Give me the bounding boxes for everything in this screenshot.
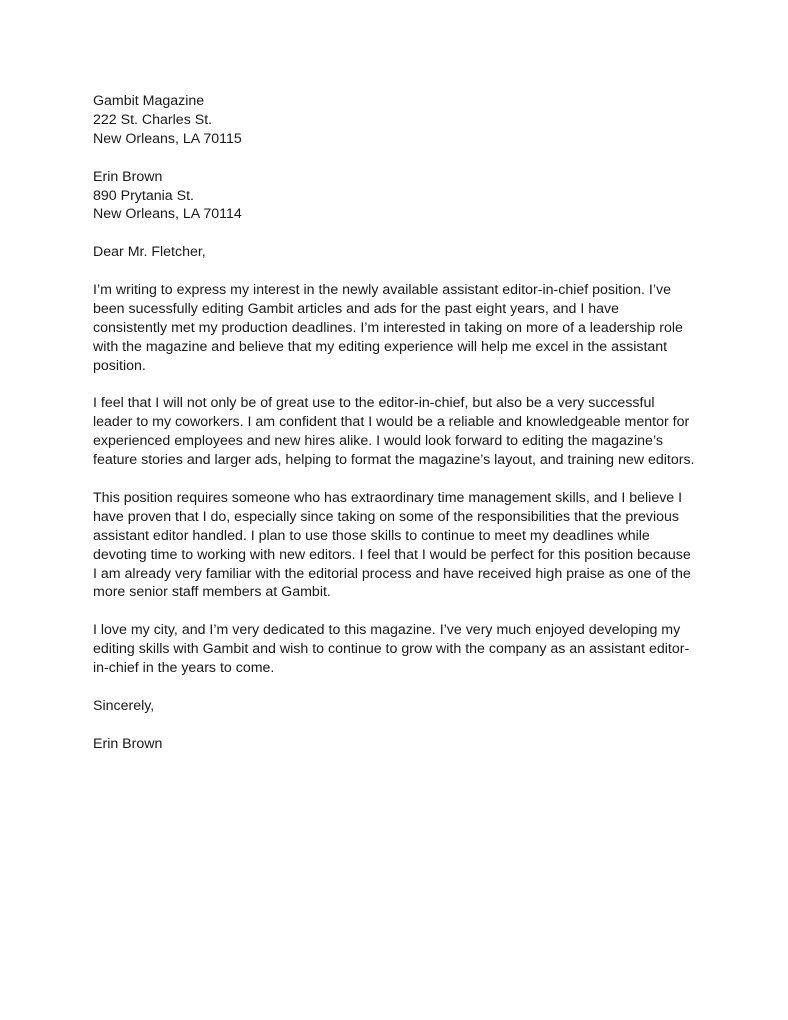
closing-text: Sincerely, [93,697,155,714]
salutation [93,243,733,262]
paragraph-line: more senior staff members at Gambit. [93,584,331,601]
paragraph-line: position. [93,357,146,374]
paragraph-line: with the magazine and believe that my editing experience will help me excel in the assistant [93,338,668,355]
paragraph-4 [93,621,733,678]
paragraph-line: I am already very familiar with the editorial process and have received high praise as one of the [93,565,691,582]
recipient-name: Erin Brown [93,168,163,185]
paragraph-line: been sucessfully editing Gambit articles and ads for the past eight years, and I have [93,300,620,317]
paragraph-2 [93,394,733,470]
signature-name: Erin Brown [93,735,163,752]
paragraph-line: devoting time to working with new editors. I feel that I would be perfect for this position because [93,546,691,563]
sender-name: Gambit Magazine [93,93,205,109]
recipient-street: 890 Prytania St. [93,187,194,204]
paragraph-line: feature stories and larger ads, helping to format the magazine’s layout, and training new editors. [93,452,695,469]
paragraph-line: I’m writing to express my interest in the newly available assistant editor-in-chief position. I’ve [93,282,671,299]
signature [93,735,733,754]
paragraph-1 [93,281,733,376]
sender-city: New Orleans, LA 70115 [93,130,242,147]
paragraph-line: This position requires someone who has extraordinary time management skills, and I believe I [93,489,683,506]
sender-street: 222 St. Charles St. [93,111,213,128]
closing [93,697,733,716]
paragraph-3 [93,489,733,602]
paragraph-line: experienced employees and new hires alike. I would look forward to editing the magazine’s [93,433,663,450]
paragraph-line: in-chief in the years to come. [93,660,275,677]
paragraph-line: assistant editor handled. I plan to use those skills to continue to meet my deadlines while [93,527,650,544]
paragraph-line: have proven that I do, especially since taking on some of the responsibilities that the previous [93,508,679,525]
recipient-city: New Orleans, LA 70114 [93,206,242,223]
paragraph-line: I feel that I will not only be of great use to the editor-in-chief, but also be a very successful [93,395,655,412]
paragraph-line: consistently met my production deadlines. I’m interested in taking on more of a leadership role [93,319,683,336]
sender-address [93,92,733,149]
paragraph-line: editing skills with Gambit and wish to continue to grow with the company as an assistant editor- [93,641,690,658]
letter-page [93,92,733,772]
paragraph-line: I love my city, and I’m very dedicated to this magazine. I’ve very much enjoyed developing my [93,622,681,639]
salutation-text: Dear Mr. Fletcher, [93,244,206,261]
recipient-address [93,168,733,225]
paragraph-line: leader to my coworkers. I am confident that I would be a reliable and knowledgeable mentor for [93,414,690,431]
